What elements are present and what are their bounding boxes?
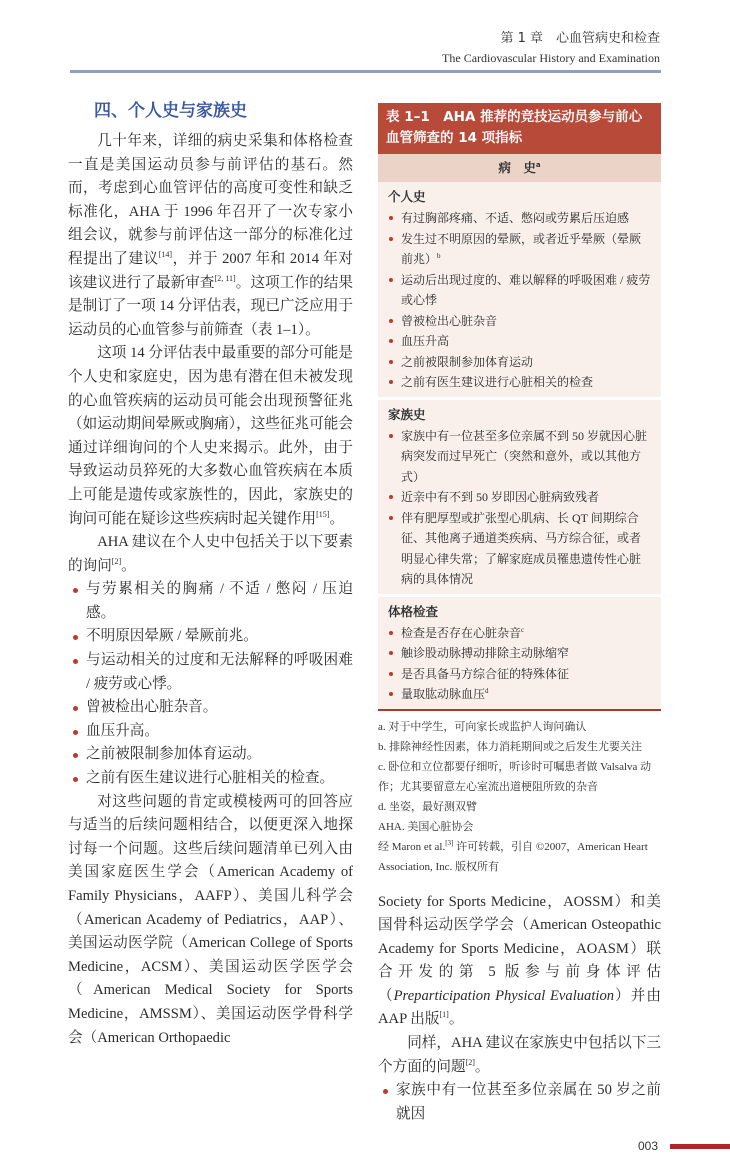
paragraph: 对这些问题的肯定或模棱两可的回答应与适当的后续问题相结合，以便更深入地探讨每一个问题。这些后续问题清单已列入由美国家庭医生学会（American Academy of Family Physicians，AAFP）、美国儿科学会（American Academy of Pediatrics，AAP）、美国运动医学院（American College of Sports Medicine，ACSM）、美国运动医学医学会（American Medical Society for Sports Medicine，AMSSM）、美国运动医学骨科学会（American Orthopaedic: [68, 793, 353, 1046]
list-item: 家族中有一位甚至多位亲属不到 50 岁就因心脏病突发而过早死亡（突然和意外，或以其他方式）: [388, 426, 651, 488]
list-item: 近亲中有不到 50 岁即因心脏病致残者: [388, 487, 651, 508]
citation: [1]: [439, 1010, 449, 1020]
text: AHA 建议在个人史中包括关于以下要素的询问: [68, 534, 353, 574]
note: a. 对于中学生，可向家长或监护人询问确认: [378, 720, 587, 733]
paragraph: [68, 342, 353, 531]
list-item: 触诊股动脉搏动排除主动脉缩窄: [388, 643, 651, 664]
page-number-bar: [670, 1144, 730, 1149]
text: 。: [121, 557, 136, 574]
list-item: 有过胸部疼痛、不适、憋闷或劳累后压迫感: [388, 208, 651, 229]
list-item: 与劳累相关的胸痛 / 不适 / 憋闷 / 压迫感。: [68, 578, 353, 625]
note: AHA. 美国心脏协会: [378, 820, 474, 833]
table-section-exam: [378, 597, 661, 709]
left-column: [68, 98, 353, 1050]
citation: [2, 11]: [214, 273, 236, 283]
note: c. 卧位和立位都要仔细听，听诊时可嘱患者做 Valsalva 动作；尤其要留意左心室流出道梗阻所致的杂音: [378, 760, 652, 793]
section-title: 个人史: [388, 189, 426, 204]
list-item: 伴有肥厚型或扩张型心肌病、长 QT 间期综合征、其他离子通道类疾病、马方综合征，或者明显心律失常；了解家庭成员罹患遗传性心脏病的具体情况: [388, 508, 651, 590]
list-item: 家族中有一位甚至多位亲属在 50 岁之前就因: [378, 1079, 661, 1126]
item-text: 检查是否存在心脏杂音: [401, 625, 522, 640]
running-header-chapter: 第 1 章 心血管病史和检查: [500, 31, 660, 46]
footnote-mark: b: [437, 252, 441, 260]
text: 经 Maron et al.: [378, 840, 446, 853]
table-notes: [378, 717, 661, 877]
personal-history-list: [68, 578, 353, 790]
list-item: 血压升高: [388, 331, 651, 352]
citation: [14]: [158, 249, 173, 259]
paragraph: [68, 531, 353, 578]
list-item: 之前被限制参加体育运动。: [68, 743, 353, 767]
list-item: [388, 623, 651, 644]
list-item: 曾被检出心脏杂音: [388, 311, 651, 332]
table-section-personal: [378, 182, 661, 400]
running-header-english: The Cardiovascular History and Examination: [442, 51, 660, 65]
item-text: 量取肱动脉血压: [401, 687, 486, 701]
citation: [2]: [465, 1057, 475, 1067]
table-title: 表 1–1 AHA 推荐的竞技运动员参与前心血管筛查的 14 项指标: [378, 103, 661, 154]
citation: [3]: [445, 838, 454, 847]
list-item: 与运动相关的过度和无法解释的呼吸困难 / 疲劳或心悸。: [68, 649, 353, 696]
paragraph: [68, 130, 353, 342]
list-item: 不明原因晕厥 / 晕厥前兆。: [68, 625, 353, 649]
footnote-mark: a: [535, 161, 541, 169]
list-item: 是否具备马方综合征的特殊体征: [388, 664, 651, 685]
table-1-1: [378, 103, 661, 711]
header-rule: [70, 70, 661, 73]
text: 许可转载，引自 ©2007，American Heart Association, Inc. 版权所有: [378, 840, 648, 873]
text: 。: [474, 1058, 490, 1075]
text: 这项 14 分评估表中最重要的部分可能是个人史和家庭史，因为患有潜在但未被发现的心血管疾病的运动员可能会出现预警征兆（如运动期间晕厥或胸痛），这些征兆可能会通过详细询问的个人史来揭示。此外，由于导致运动员猝死的大多数心血管疾病在本质上可能是遗传或家族性的，因此，家族史的询问可能在疑诊这些疾病时起关键作用: [68, 345, 353, 527]
citation: [2]: [111, 556, 122, 566]
list-item: [388, 229, 651, 270]
list-item: 之前被限制参加体育运动: [388, 352, 651, 373]
text: 几十年来，详细的病史采集和体格检查一直是美国运动员参与前评估的基石。然而，考虑到心血管评估的高度可变性和缺乏标准化，AHA 于 1996 年召开了一次专家小组会议，就参与前评估这一部分的标准化过程提出了建议: [68, 133, 353, 267]
list-item: 血压升高。: [68, 720, 353, 744]
paragraph: [378, 1032, 661, 1079]
list-item: 之前有医生建议进行心脏相关的检查: [388, 372, 651, 393]
source-note: [378, 837, 661, 877]
page-footer: [378, 1126, 730, 1154]
subheader-text: 病 史: [498, 160, 536, 175]
footnote-mark: d: [485, 687, 489, 695]
text: 。: [448, 1011, 464, 1028]
list-item: [388, 684, 651, 705]
note: b. 排除神经性因素，体力消耗期间或之后发生尤要关注: [378, 740, 642, 753]
item-text: 发生过不明原因的晕厥，或者近乎晕厥（晕厥前兆）: [401, 231, 642, 266]
note: d. 坐姿，最好测双臂: [378, 800, 477, 813]
list-item: 运动后出现过度的、难以解释的呼吸困难 / 疲劳或心悸: [388, 270, 651, 311]
section-title: 体格检查: [388, 603, 439, 619]
right-stack: [378, 103, 661, 1154]
right-column: [378, 891, 661, 1127]
list-item: 曾被检出心脏杂音。: [68, 696, 353, 720]
text: Society for Sports Medicine，AOSSM）和美国骨科运动医学学会（American Osteopathic Academy for Sports Medicine，AOASM）联合开发的第 5 版参与前身体评估（: [378, 893, 661, 1004]
list-item: 之前有医生建议进行心脏相关的检查。: [68, 767, 353, 791]
footnote-mark: c: [521, 625, 525, 634]
italic-title: Preparticipation Physical Evaluation: [393, 987, 615, 1004]
text: ）并由 AAP 出版: [378, 987, 661, 1028]
paragraph-continued: [378, 891, 661, 1033]
citation: [15]: [316, 509, 330, 519]
text: 同样，AHA 建议在家族史中包括以下三个方面的问题: [378, 1035, 661, 1075]
table-subheader: [378, 154, 661, 182]
text: 。这项工作的结果是制订了一项 14 分评估表，现已广泛应用于运动员的心血管参与前筛查（表 1–1）。: [68, 274, 353, 338]
text: 。: [329, 510, 345, 527]
table-section-family: [378, 400, 661, 597]
page-number: 003: [637, 1139, 658, 1154]
family-history-list: [378, 1079, 661, 1126]
section-heading: 四、个人史与家族史: [94, 101, 247, 121]
text: ，并于 2007 年和 2014 年对该建议进行了最新审查: [68, 250, 353, 291]
section-title: 家族史: [388, 406, 426, 422]
